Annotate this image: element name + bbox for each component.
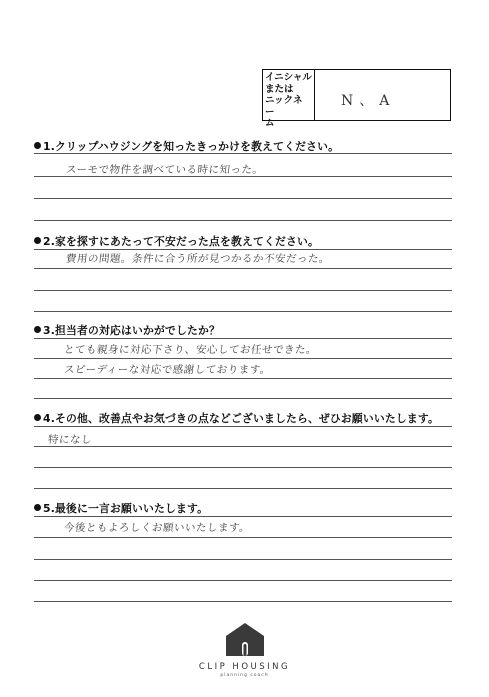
answer-line: スピーディーな対応で感謝しております。 <box>63 364 272 376</box>
writing-line <box>34 268 452 269</box>
initials-label: イニシャル または ニックネー ム <box>263 70 315 120</box>
writing-line <box>34 446 452 447</box>
question-text: 2.家を探すにあたって不安だった点を教えてください。 <box>43 235 319 248</box>
writing-line <box>34 358 452 359</box>
question-text: 1.クリップハウジングを知ったきっかけを教えてください。 <box>43 140 340 153</box>
writing-line <box>34 153 452 154</box>
initials-box <box>262 69 451 129</box>
bullet-icon <box>34 142 41 149</box>
writing-line <box>34 378 452 379</box>
answer-line: とても親身に対応下さり、安心してお任せできた。 <box>63 344 318 356</box>
writing-line <box>34 198 452 199</box>
writing-line <box>34 290 452 291</box>
question-title <box>34 234 319 249</box>
writing-line <box>34 311 452 312</box>
bullet-icon <box>34 504 41 511</box>
writing-line <box>34 398 452 399</box>
answer-line: 費用の問題。条件に合う所が見つかるか不安だった。 <box>65 253 331 265</box>
question-text: 3.担当者の対応はいかがでしたか？ <box>43 324 220 337</box>
writing-line <box>34 220 452 221</box>
question-text: 4.その他、改善点やお気づきの点などございましたら、ぜひお願いいたします。 <box>43 412 440 425</box>
writing-line <box>34 249 452 250</box>
bullet-icon <box>34 414 41 421</box>
writing-line <box>34 176 452 177</box>
question-title <box>34 411 439 426</box>
writing-line <box>34 580 452 581</box>
writing-line <box>34 488 452 489</box>
answer-line: 特になし <box>47 434 93 446</box>
question-title <box>34 501 208 516</box>
house-icon <box>225 622 265 656</box>
logo-tagline: planning coach <box>220 673 269 678</box>
answer-line: 今後ともよろしくお願いいたします。 <box>63 522 251 534</box>
writing-line <box>34 516 452 517</box>
bullet-icon <box>34 237 41 244</box>
question-text: 5.最後に一言お願いいたします。 <box>43 502 209 515</box>
writing-line <box>34 426 452 427</box>
writing-line <box>34 559 452 560</box>
answer-line: スーモで物件を調べている時に知った。 <box>65 164 265 176</box>
bullet-icon <box>34 326 41 333</box>
logo-name: CLIP HOUSING <box>198 662 291 672</box>
writing-line <box>34 537 452 538</box>
initials-value: N、A <box>341 93 396 109</box>
writing-line <box>34 601 452 602</box>
writing-line <box>34 467 452 468</box>
question-title <box>34 323 220 338</box>
writing-line <box>34 338 452 339</box>
question-title <box>34 139 339 154</box>
clip-housing-logo <box>0 622 489 678</box>
